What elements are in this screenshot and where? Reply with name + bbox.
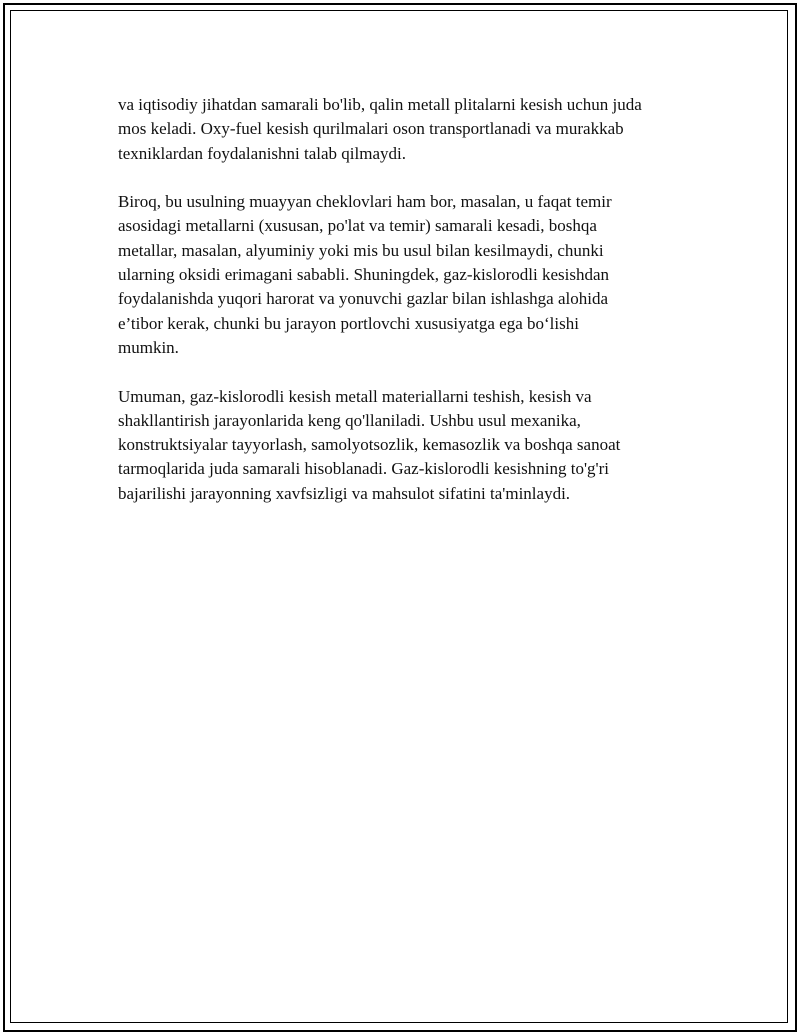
text-line: va iqtisodiy jihatdan samarali bo'lib, qalin metall plitalarni kesish uchun juda xyxy=(118,95,642,114)
text-line: Biroq, bu usulning muayyan cheklovlari ham bor, masalan, u faqat temir xyxy=(118,192,612,212)
text-line: e’tibor kerak, chunki bu jarayon portlovchi xususiyatga ega bo‘lishi xyxy=(118,313,579,333)
text-line: metallar, masalan, alyuminiy yoki mis bu usul bilan kesilmaydi, chunki xyxy=(118,240,604,260)
text-line: ularning oksidi erimagani sababli. Shuningdek, gaz-kislorodli kesishdan xyxy=(118,265,610,285)
paragraph-1 xyxy=(118,93,698,166)
paragraph-2 xyxy=(118,190,698,360)
text-line: mumkin. xyxy=(118,337,179,357)
text-line: konstruktsiyalar tayyorlash, samolyotsozlik, kemasozlik va boshqa sanoat xyxy=(118,435,621,455)
text-line: bajarilishi jarayonning xavfsizligi va mahsulot sifatini ta'minlaydi. xyxy=(118,483,571,503)
text-line: tarmoqlarida juda samarali hisoblanadi. Gaz-kislorodli kesishning to'g'ri xyxy=(118,459,609,479)
text-line: shakllantirish jarayonlarida keng qo'llaniladi. Ushbu usul mexanika, xyxy=(118,410,581,430)
paragraph-3 xyxy=(118,385,698,506)
text-line: asosidagi metallarni (xususan, po'lat va temir) samarali kesadi, boshqa xyxy=(118,216,597,236)
text-line: Umuman, gaz-kislorodli kesish metall materiallarni teshish, kesish va xyxy=(118,386,592,406)
text-line: mos keladi. Oxy-fuel kesish qurilmalari oson transportlanadi va murakkab xyxy=(118,119,624,139)
document-body xyxy=(118,93,698,530)
text-line: foydalanishda yuqori harorat va yonuvchi gazlar bilan ishlashga alohida xyxy=(118,289,609,309)
text-line: texniklardan foydalanishni talab qilmaydi. xyxy=(118,143,406,163)
